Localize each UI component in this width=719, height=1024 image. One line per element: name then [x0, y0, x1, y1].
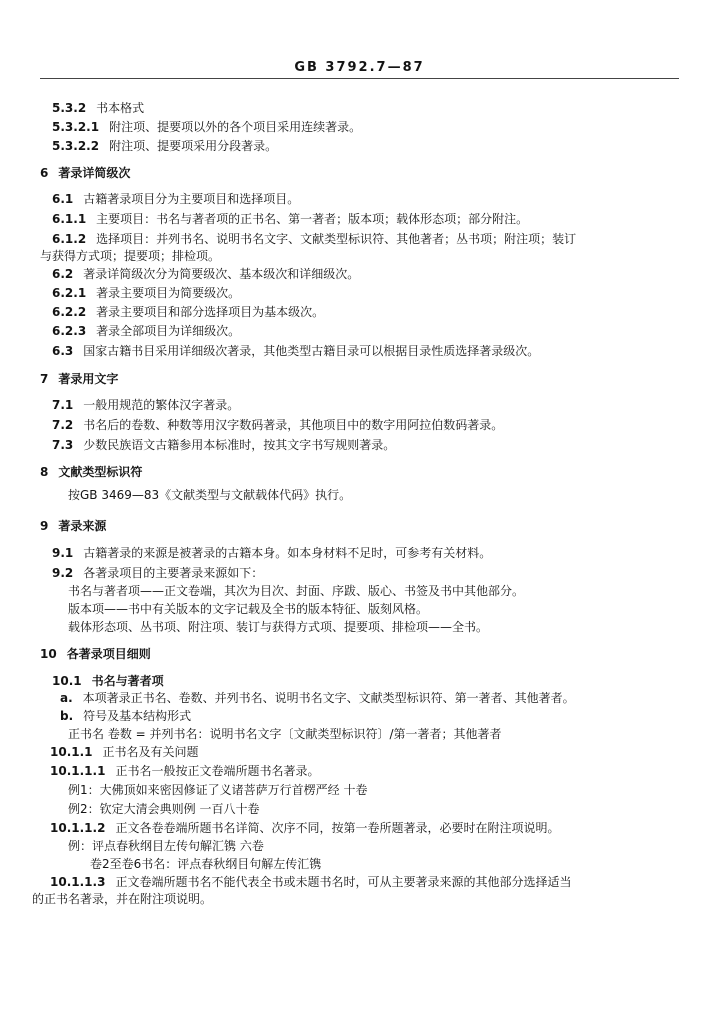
- clause-text: 载体形态项、丛书项、附注项、装订与获得方式项、提要项、排检项——全书。: [68, 620, 489, 634]
- clause-number: 6.1.2: [52, 232, 87, 246]
- text-line: [68, 838, 264, 854]
- clause-text: 例：评点春秋纲目左传句解汇镌 六卷: [68, 839, 264, 853]
- text-line: [52, 397, 239, 413]
- text-line: [68, 619, 488, 635]
- text-line: [52, 191, 299, 207]
- clause-text: 著录主要项目和部分选择项目为基本级次。: [96, 305, 325, 319]
- section-heading: [40, 518, 106, 534]
- clause-number: 6: [40, 166, 49, 180]
- clause-text: 本项著录正书名、卷数、并列书名、说明书名文字、文献类型标识符、第一著者、其他著者。: [82, 691, 575, 705]
- text-line: [52, 211, 528, 227]
- clause-text: 与获得方式项；提要项；排检项。: [40, 249, 221, 263]
- clause-text: 少数民族语文古籍参用本标准时，按其文字书写规则著录。: [83, 438, 396, 452]
- text-line: [68, 801, 259, 817]
- clause-number: 5.3.2.1: [52, 120, 100, 134]
- clause-text: 书本格式: [96, 101, 145, 115]
- clause-text: 古籍著录项目分为主要项目和选择项目。: [83, 192, 300, 206]
- clause-text: 正书名及有关问题: [102, 745, 199, 759]
- clause-number: 9.2: [52, 566, 74, 580]
- clause-text: 著录详简级次分为简要级次、基本级次和详细级次。: [83, 267, 360, 281]
- clause-text: 附注项、提要项以外的各个项目采用连续著录。: [109, 120, 362, 134]
- clause-text: 书名后的卷数、种数等用汉字数码著录，其他项目中的数字用阿拉伯数码著录。: [83, 418, 504, 432]
- text-line: [90, 856, 321, 872]
- text-line: [50, 820, 559, 836]
- clause-text: 附注项、提要项采用分段著录。: [109, 139, 278, 153]
- clause-number: 10.1: [52, 674, 82, 688]
- clause-text: 按GB 3469—83《文献类型与文献载体代码》执行。: [68, 488, 352, 502]
- clause-number: 5.3.2.2: [52, 139, 100, 153]
- text-line: [52, 119, 361, 135]
- section-heading: [52, 673, 164, 689]
- section-heading: [40, 165, 130, 181]
- text-line: [52, 138, 277, 154]
- text-line: [50, 744, 199, 760]
- clause-number: 6.1.1: [52, 212, 87, 226]
- text-line: [52, 565, 263, 581]
- text-line: [52, 266, 359, 282]
- clause-text: 主要项目：书名与著者项的正书名、第一著者；版本项；载体形态项；部分附注。: [96, 212, 529, 226]
- header-rule: [40, 78, 679, 79]
- clause-number: 5.3.2: [52, 101, 87, 115]
- clause-number: a.: [60, 691, 73, 705]
- text-line: [68, 782, 367, 798]
- text-line: [32, 891, 212, 907]
- clause-number: 10.1.1.1: [50, 764, 106, 778]
- clause-number: 10.1.1.3: [50, 875, 106, 889]
- clause-number: 10.1.1.2: [50, 821, 106, 835]
- clause-number: 7.1: [52, 398, 74, 412]
- clause-number: 6.2: [52, 267, 74, 281]
- clause-text: 著录主要项目为简要级次。: [96, 286, 241, 300]
- clause-text: 一般用规范的繁体汉字著录。: [83, 398, 240, 412]
- clause-text: 国家古籍书目采用详细级次著录，其他类型古籍目录可以根据目录性质选择著录级次。: [83, 344, 540, 358]
- text-line: [52, 231, 576, 247]
- text-line: [52, 343, 539, 359]
- clause-text: 例2：钦定大清会典则例 一百八十卷: [68, 802, 260, 816]
- clause-number: 6.2.2: [52, 305, 87, 319]
- text-line: [50, 874, 571, 890]
- text-line: [68, 601, 428, 617]
- clause-text: 书名与著者项: [91, 674, 164, 688]
- clause-text: 著录详简级次: [58, 166, 131, 180]
- clause-text: 著录用文字: [58, 372, 119, 386]
- clause-text: 符号及基本结构形式: [83, 709, 192, 723]
- clause-text: 正书名一般按正文卷端所题书名著录。: [115, 764, 320, 778]
- text-line: [52, 100, 144, 116]
- clause-text: 古籍著录的来源是被著录的古籍本身。如本身材料不足时，可参考有关材料。: [83, 546, 492, 560]
- text-line: [40, 248, 220, 264]
- text-line: [52, 304, 324, 320]
- text-line: [52, 285, 240, 301]
- clause-text: 卷2至卷6书名：评点春秋纲目句解左传汇镌: [90, 857, 322, 871]
- section-heading: [40, 646, 151, 662]
- text-line: [52, 323, 240, 339]
- clause-text: 文献类型标识符: [58, 465, 143, 479]
- text-line: [52, 437, 395, 453]
- clause-number: 7.3: [52, 438, 74, 452]
- clause-number: 6.2.3: [52, 324, 87, 338]
- clause-text: 著录全部项目为详细级次。: [96, 324, 241, 338]
- page-header: GB 3792.7—87: [294, 60, 425, 75]
- clause-number: 10.1.1: [50, 745, 93, 759]
- clause-text: 正书名 卷数 = 并列书名：说明书名文字〔文献类型标识符〕/第一著者；其他著者: [68, 727, 502, 741]
- clause-number: 8: [40, 465, 49, 479]
- clause-number: 6.3: [52, 344, 74, 358]
- text-line: [60, 708, 191, 724]
- clause-number: b.: [60, 709, 74, 723]
- clause-text: 书名与著者项——正文卷端，其次为目次、封面、序跋、版心、书签及书中其他部分。: [68, 584, 525, 598]
- clause-text: 正文各卷卷端所题书名详简、次序不同，按第一卷所题著录，必要时在附注项说明。: [115, 821, 560, 835]
- clause-text: 各著录项目细则: [66, 647, 151, 661]
- text-line: [68, 583, 524, 599]
- section-heading: [40, 464, 142, 480]
- text-line: [68, 487, 351, 503]
- text-line: [60, 690, 575, 706]
- clause-number: 9.1: [52, 546, 74, 560]
- text-line: [52, 417, 503, 433]
- clause-text: 著录来源: [58, 519, 107, 533]
- clause-text: 版本项——书中有关版本的文字记载及全书的版本特征、版刻风格。: [68, 602, 429, 616]
- clause-number: 10: [40, 647, 57, 661]
- clause-number: 6.1: [52, 192, 74, 206]
- clause-text: 各著录项目的主要著录来源如下：: [83, 566, 264, 580]
- clause-number: 6.2.1: [52, 286, 87, 300]
- clause-number: 7.2: [52, 418, 74, 432]
- clause-text: 例1：大佛顶如来密因修证了义诸菩萨万行首楞严经 十卷: [68, 783, 368, 797]
- clause-number: 9: [40, 519, 49, 533]
- clause-text: 选择项目：并列书名、说明书名文字、文献类型标识符、其他著者；丛书项；附注项；装订: [96, 232, 577, 246]
- text-line: [68, 726, 502, 742]
- clause-number: 7: [40, 372, 49, 386]
- section-heading: [40, 371, 118, 387]
- clause-text: 正文卷端所题书名不能代表全书或未题书名时，可从主要著录来源的其他部分选择适当: [115, 875, 572, 889]
- text-line: [52, 545, 491, 561]
- clause-text: 的正书名著录，并在附注项说明。: [32, 892, 213, 906]
- text-line: [50, 763, 319, 779]
